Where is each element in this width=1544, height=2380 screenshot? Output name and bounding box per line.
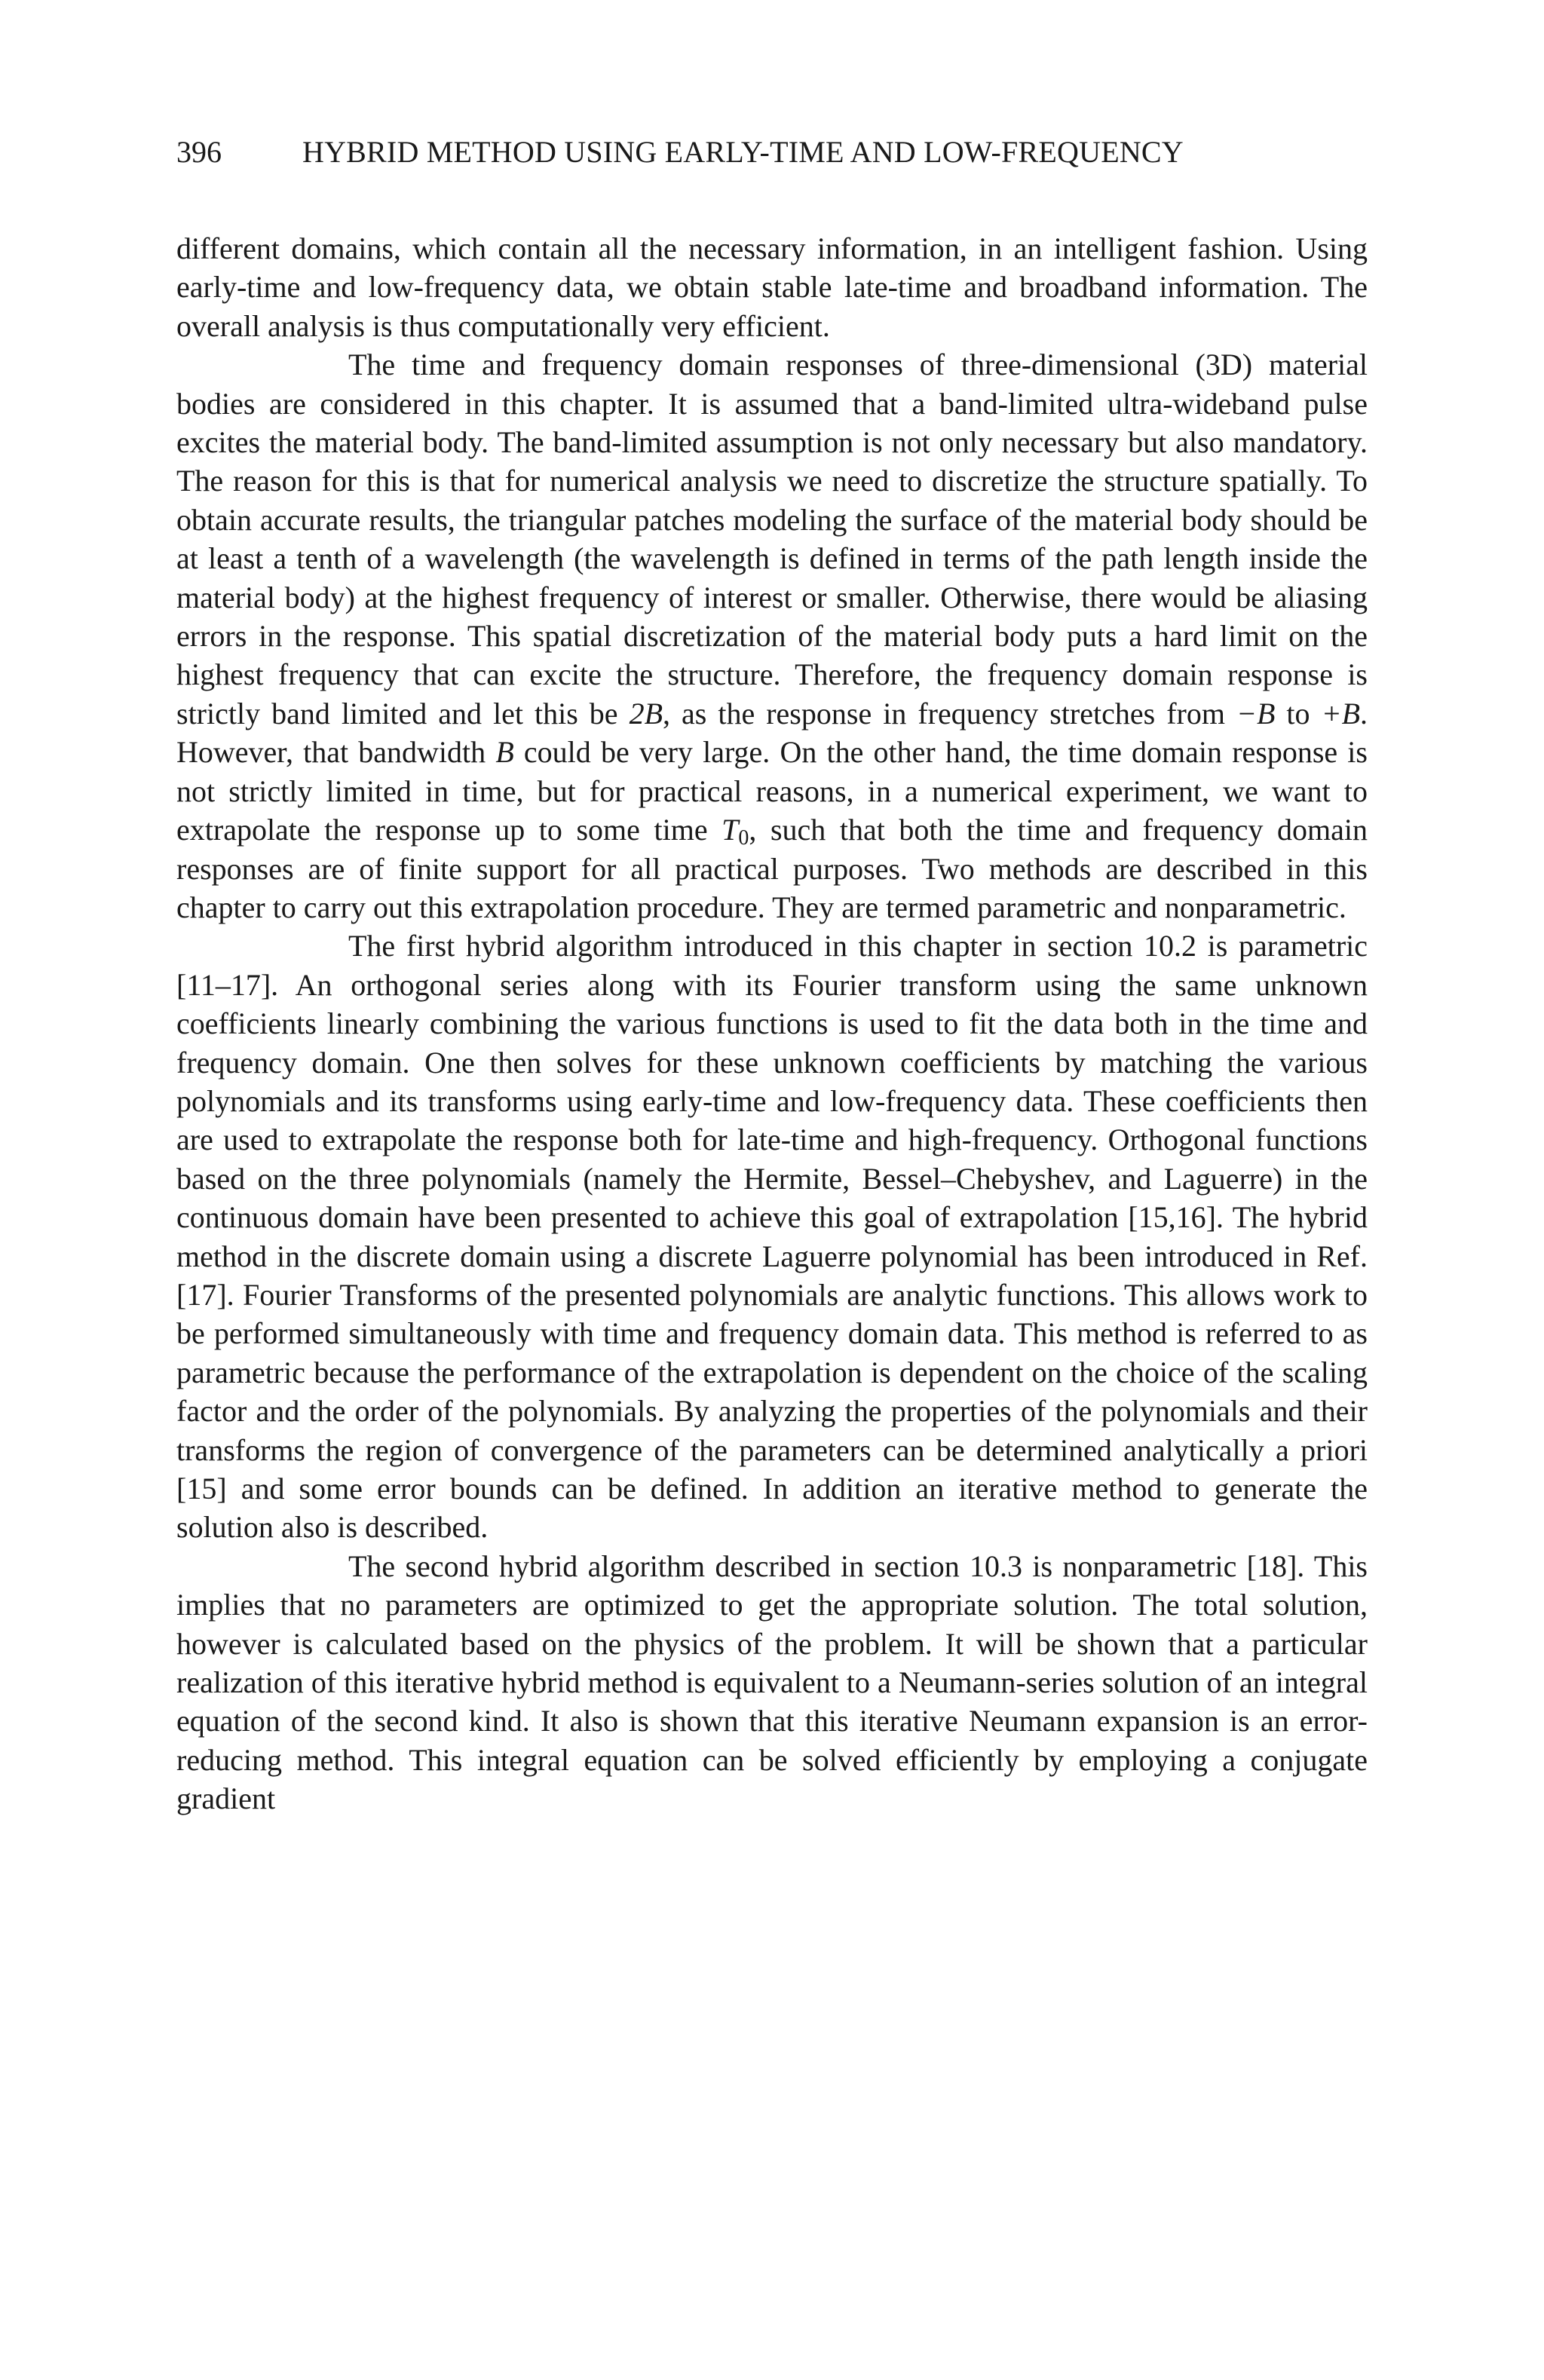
math-symbol: T [721, 813, 739, 847]
paragraph-text: The first hybrid algorithm introduced in this chapter in section 10.2 is parametric [11–17]. An orthogonal series along with its Fourier transform using the same unknown coefficients linearly combining the various functions is used to fit the data both in the time and frequency domain. One then solves for these unknown coefficients by matching the various polynomials and its transforms using early-time and low-frequency data. These coefficients then are used to extrapolate the response both for late-time and high-frequency. Orthogonal functions based on the three polynomials (namely the Hermite, Bessel–Chebyshev, and Laguerre) in the continuous domain have been presented to achieve this goal of extrapolation [15,16]. The hybrid method in the discrete domain using a discrete Laguerre polynomial has been introduced in Ref. [17]. Fourier Transforms of the presented polynomials are analytic functions. This allows work to be performed simultaneously with time and frequency domain data. This method is referred to as parametric because the performance of the extrapolation is dependent on the choice of the scaling factor and the order of the polynomials. By analyzing the properties of the polynomials and their transforms the region of convergence of the parameters can be determined analytically a priori [15] and some error bounds can be defined. In addition an iterative method to generate the solution also is described. [176, 929, 1368, 1545]
math-symbol: 2B [629, 696, 663, 731]
math-symbol: −B [1236, 696, 1276, 731]
paragraph-parametric [176, 927, 1368, 1547]
paragraph-text: to [1275, 696, 1322, 731]
paragraph-text: , as the response in frequency stretches from [663, 696, 1236, 731]
math-symbol: B [495, 735, 514, 770]
paragraph-text: , such that both the time and frequency domain responses are of finite support for all practical purposes. Two methods are described in this chapter to carry out this extrapolation procedure. They are termed parametric and nonparametric. [176, 813, 1368, 924]
paragraph-text: different domains, which contain all the necessary information, in an intelligent fashion. Using early-time and low-frequency data, we obtain stable late-time and broadband information. The overall analysis is thus computationally very efficient. [176, 231, 1368, 343]
paragraph-text: could be very large. On the other hand, the time domain response is not strictly limited in time, but for practical reasons, in a numerical experiment, we want to extrapolate the response up to some time [176, 735, 1368, 847]
math-subscript: 0 [738, 826, 749, 850]
paragraph-text: The second hybrid algorithm described in section 10.3 is nonparametric [18]. This implies that no parameters are optimized to get the appropriate solution. The total solution, however is calculated based on the physics of the problem. It will be shown that a particular realization of this iterative hybrid method is equivalent to a Neumann-series solution of an integral equation of the second kind. It also is shown that this iterative Neumann expansion is an error-reducing method. This integral equation can be solved efficiently by employing a conjugate gradient [176, 1548, 1368, 1816]
math-symbol: +B [1321, 696, 1361, 731]
paragraph-text: . However, that bandwidth [176, 696, 1368, 770]
paragraph-text: The time and frequency domain responses of three-dimensional (3D) material bodies are considered in this chapter. It is assumed that a band-limited ultra-wideband pulse excites the material body. The band-limited assumption is not only necessary but also mandatory. The reason for this is that for numerical analysis we need to discretize the structure spatially. To obtain accurate results, the triangular patches modeling the surface of the material body should be at least a tenth of a wavelength (the wavelength is defined in terms of the path length inside the material body) at the highest frequency of interest or smaller. Otherwise, there would be aliasing errors in the response. This spatial discretization of the material body puts a hard limit on the highest frequency that can excite the structure. Therefore, the frequency domain response is strictly band limited and let this be [176, 348, 1368, 731]
running-title: HYBRID METHOD USING EARLY-TIME AND LOW-FREQUENCY [302, 135, 1184, 169]
paragraph-scope [176, 345, 1368, 927]
running-header [176, 134, 1368, 170]
body-text [176, 229, 1368, 1818]
paragraph-continued [176, 229, 1368, 345]
page-number: 396 [176, 135, 222, 169]
paragraph-nonparametric [176, 1547, 1368, 1818]
